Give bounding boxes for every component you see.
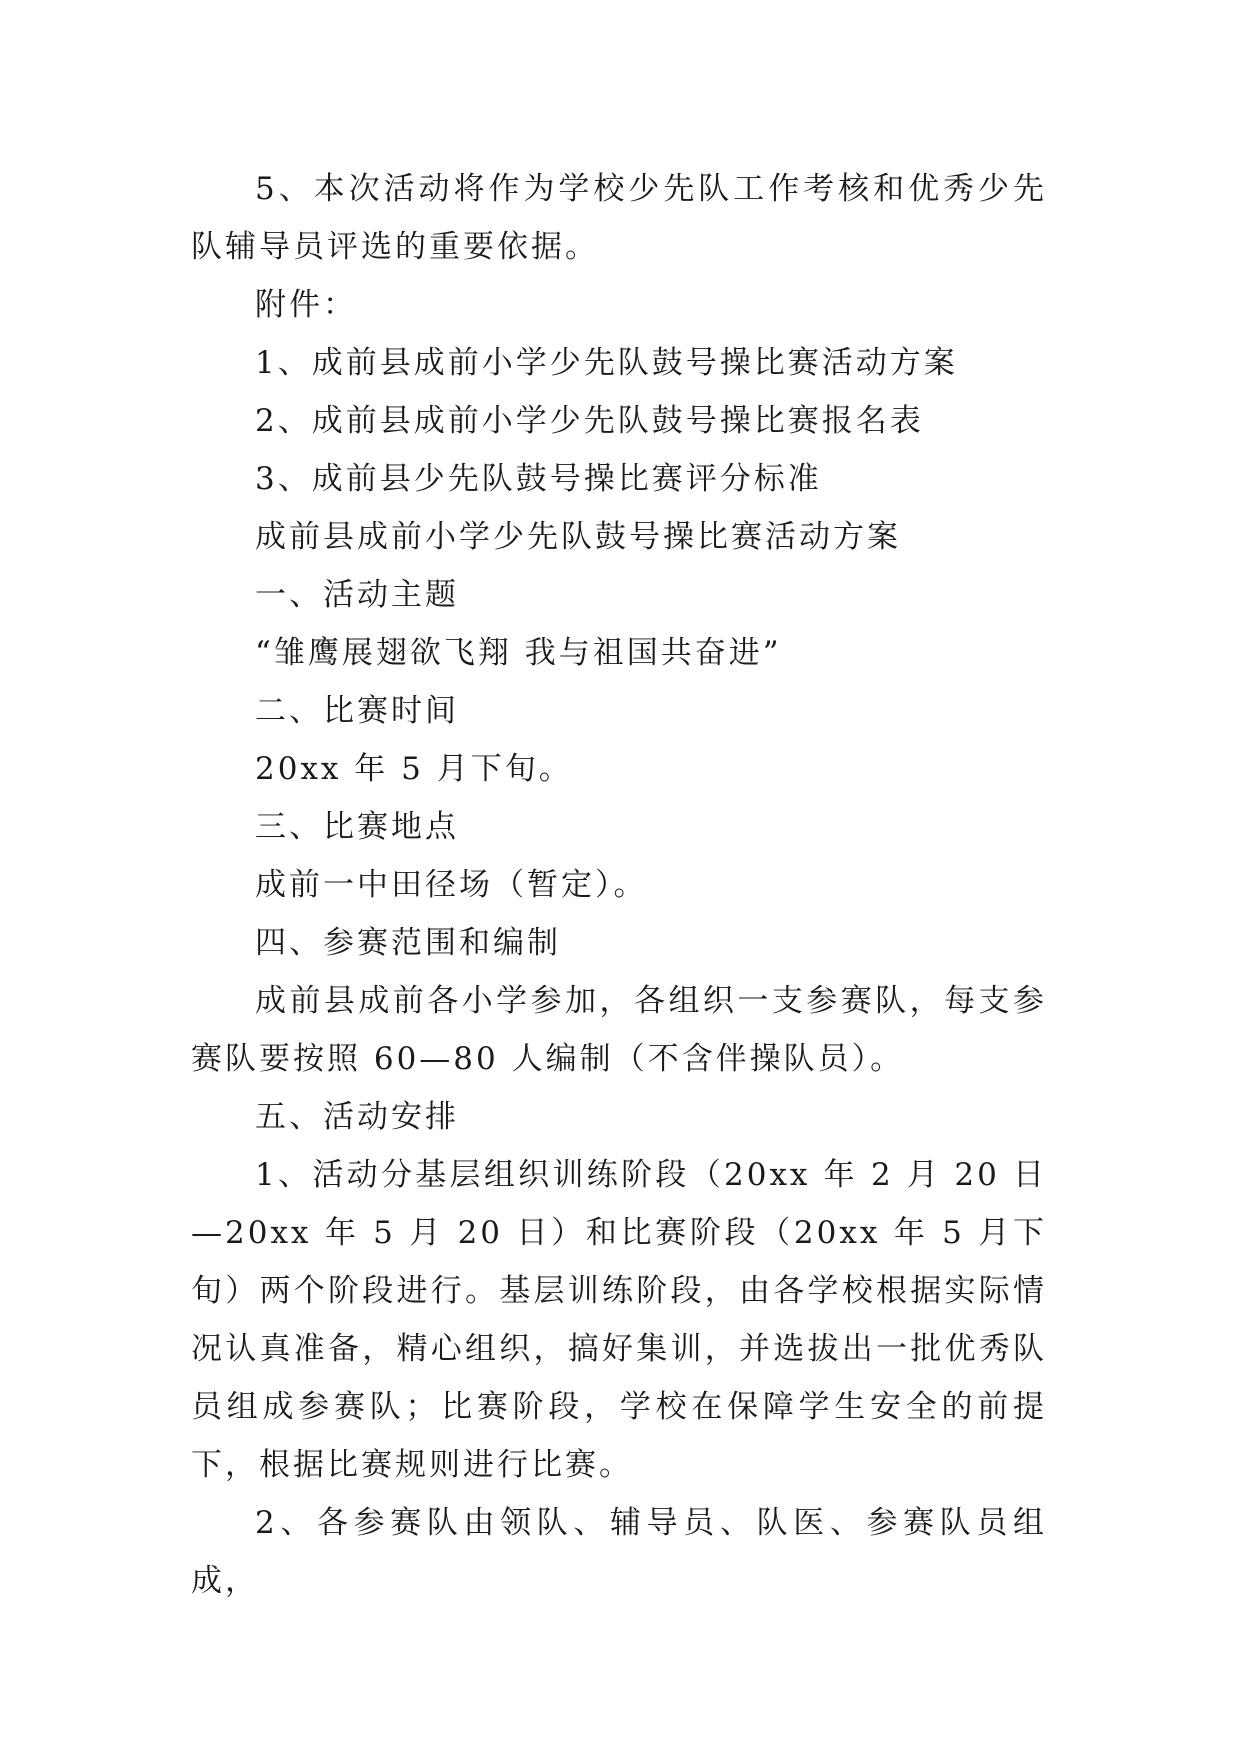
attachment-item-2: 2、成前县成前小学少先队鼓号操比赛报名表 (255, 403, 924, 439)
scope-text: 成前县成前各小学参加，各组织一支参赛队，每支参赛队要按照 60—80 人编制（不含伴操队员）。 (191, 983, 1047, 1077)
paragraph-item-5: 5、本次活动将作为学校少先队工作考核和优秀少先队辅导员评选的重要依据。 (191, 171, 1047, 265)
section-heading-time: 二、比赛时间 (255, 693, 459, 729)
time-text: 20xx 年 5 月下旬。 (255, 751, 573, 787)
theme-text: “雏鹰展翅欲飞翔 我与祖国共奋进” (255, 635, 782, 671)
attachments-heading: 附件： (255, 287, 357, 323)
arrangement-item-2: 2、各参赛队由领队、辅导员、队医、参赛队员组成， (191, 1505, 1047, 1599)
arrangement-item-1: 1、活动分基层组织训练阶段（20xx 年 2 月 20 日—20xx 年 5 月 20 日）和比赛阶段（20xx 年 5 月下旬）两个阶段进行。基层训练阶段，由各学校根据实际情况认真准备，精心组织，搞好集训，并选拔出一批优秀队员组成参赛队；比赛阶段，学校在保障学生安全的前提下，根据比赛规则进行比赛。 (191, 1157, 1047, 1483)
plan-title: 成前县成前小学少先队鼓号操比赛活动方案 (255, 519, 901, 555)
location-text: 成前一中田径场（暂定）。 (255, 867, 648, 903)
section-heading-arrangement: 五、活动安排 (255, 1099, 459, 1135)
attachment-item-1: 1、成前县成前小学少先队鼓号操比赛活动方案 (255, 345, 958, 381)
section-heading-theme: 一、活动主题 (255, 577, 459, 613)
attachment-item-3: 3、成前县少先队鼓号操比赛评分标准 (255, 461, 822, 497)
section-heading-scope: 四、参赛范围和编制 (255, 925, 561, 961)
section-heading-location: 三、比赛地点 (255, 809, 459, 845)
document-body (191, 160, 1047, 1610)
